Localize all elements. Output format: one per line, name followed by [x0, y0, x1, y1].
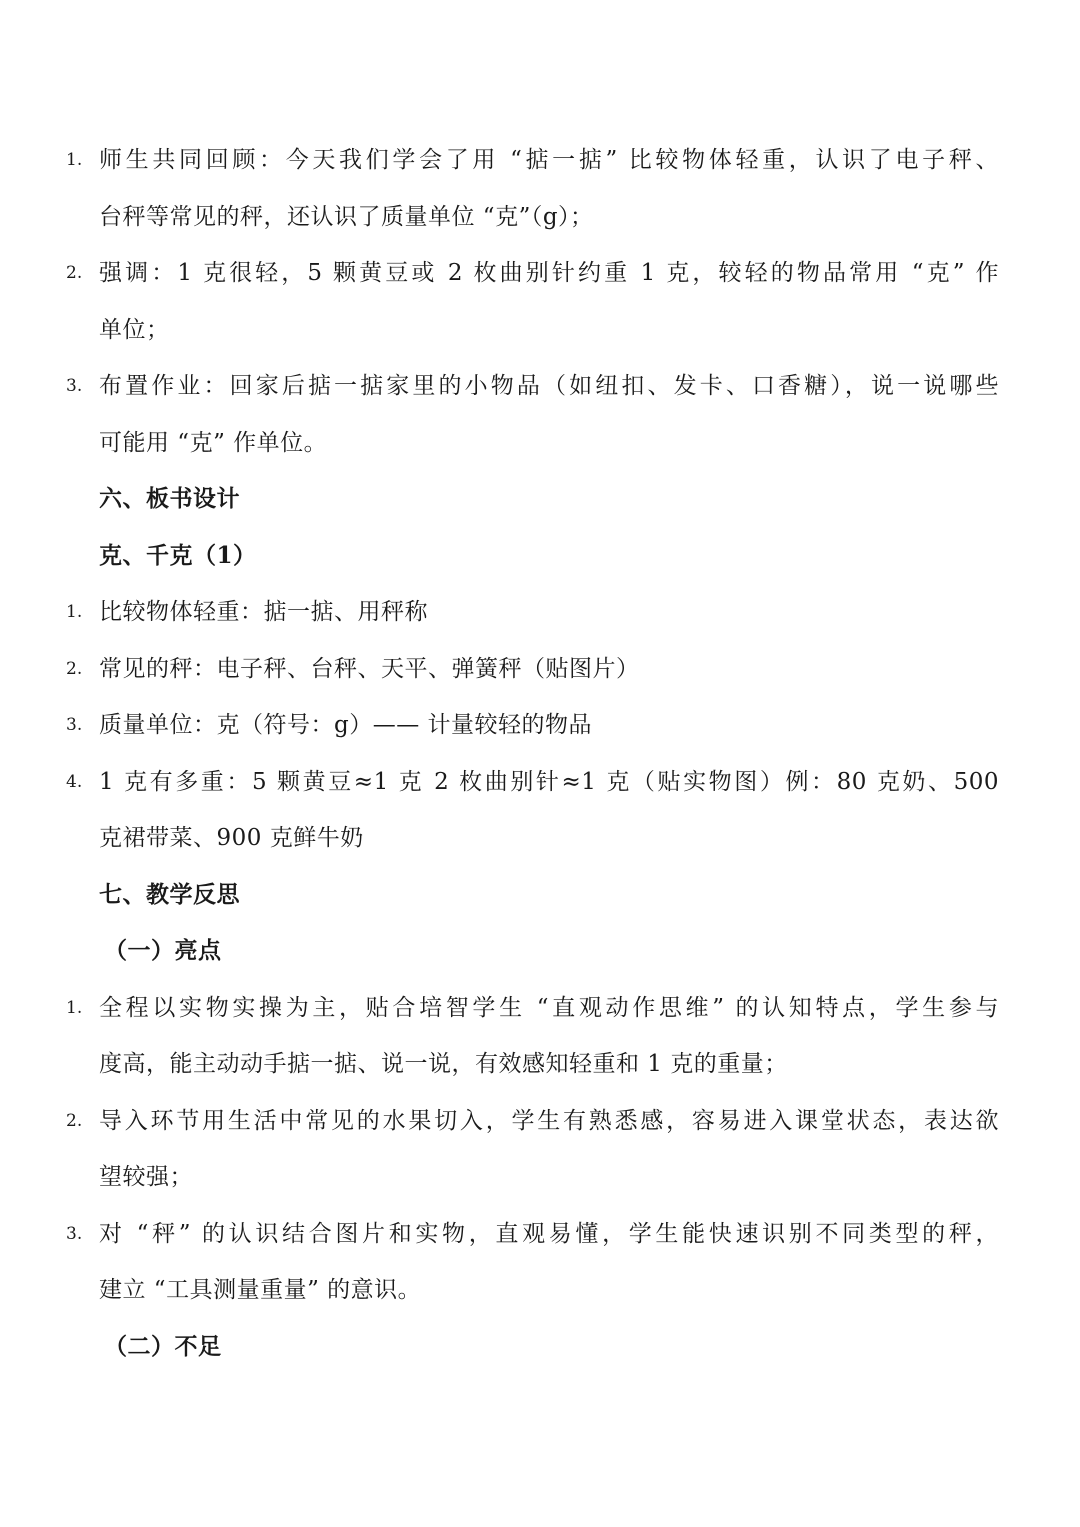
section-heading: 七、教学反思 — [99, 881, 240, 908]
list-number: 3. — [66, 715, 83, 735]
list-number: 2. — [66, 659, 83, 679]
list-number: 1. — [66, 998, 83, 1018]
list-item-line: 师生共同回顾：今天我们学会了用 “掂一掂” 比较物体轻重，认识了电子秤、 — [99, 147, 999, 173]
list-number: 1. — [66, 602, 83, 622]
list-item-line: 质量单位：克（符号：g）—— 计量较轻的物品 — [99, 712, 593, 738]
list-item-line: 可能用 “克” 作单位。 — [99, 430, 328, 456]
list-item-line: 建立 “工具测量重量” 的意识。 — [99, 1277, 422, 1303]
list-number: 2. — [66, 1111, 83, 1131]
subsection-heading: （一）亮点 — [104, 937, 222, 964]
list-item-line: 1 克有多重：5 颗黄豆≈1 克 2 枚曲别针≈1 克（贴实物图）例：80 克奶、500 — [99, 769, 999, 795]
list-item-line: 强调：1 克很轻，5 颗黄豆或 2 枚曲别针约重 1 克，较轻的物品常用 “克” 作 — [99, 260, 999, 286]
list-item-line: 全程以实物实操为主，贴合培智学生 “直观动作思维” 的认知特点，学生参与 — [99, 995, 999, 1021]
list-item-line: 比较物体轻重：掂一掂、用秤称 — [99, 599, 428, 625]
list-item-line: 度高，能主动动手掂一掂、说一说，有效感知轻重和 1 克的重量； — [99, 1051, 788, 1077]
subsection-heading: （二）不足 — [104, 1333, 222, 1360]
list-item-line: 望较强； — [99, 1164, 193, 1190]
list-item-line: 导入环节用生活中常见的水果切入，学生有熟悉感，容易进入课堂状态，表达欲 — [99, 1108, 999, 1134]
list-item-line: 常见的秤：电子秤、台秤、天平、弹簧秤（贴图片） — [99, 656, 640, 682]
list-number: 3. — [66, 376, 83, 396]
list-item-line: 布置作业：回家后掂一掂家里的小物品（如纽扣、发卡、口香糖），说一说哪些 — [99, 373, 999, 399]
list-number: 2. — [66, 263, 83, 283]
board-title: 克、千克（1） — [99, 542, 257, 569]
list-number: 1. — [66, 150, 83, 170]
list-number: 4. — [66, 772, 83, 792]
section-heading: 六、板书设计 — [99, 485, 240, 512]
list-number: 3. — [66, 1224, 83, 1244]
list-item-line: 克裙带菜、900 克鲜牛奶 — [99, 825, 364, 851]
list-item-line: 单位； — [99, 317, 170, 343]
list-item-line: 台秤等常见的秤，还认识了质量单位 “克”（g）； — [99, 204, 594, 230]
list-item-line: 对 “秤” 的认识结合图片和实物，直观易懂，学生能快速识别不同类型的秤， — [99, 1221, 999, 1247]
